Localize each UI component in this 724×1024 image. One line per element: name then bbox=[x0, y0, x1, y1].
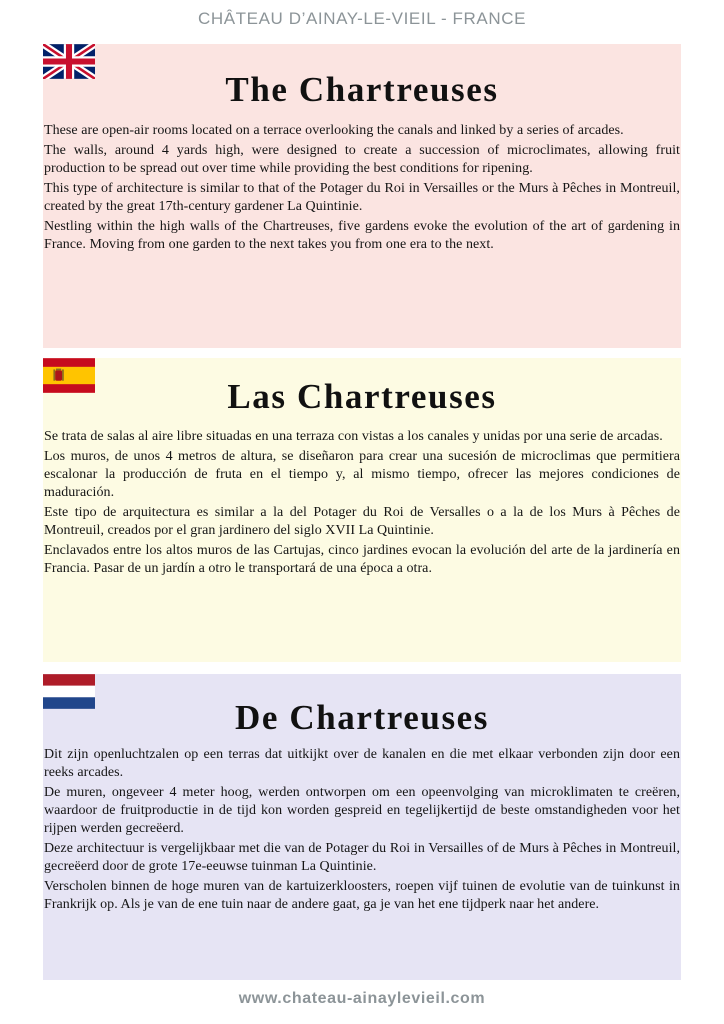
section-body bbox=[44, 746, 680, 916]
section-spanish bbox=[43, 358, 681, 662]
paragraph: Verscholen binnen de hoge muren van de kartuizerkloosters, roepen vijf tuinen de evolutie van de tuinkunst in Frankrijk op. Als je van de ene tuin naar de andere gaat, ga je van het ene tijdperk naar het andere. bbox=[44, 879, 680, 912]
section-body bbox=[44, 428, 680, 580]
section-body bbox=[44, 122, 680, 256]
section-english bbox=[43, 44, 681, 348]
section-title: The Chartreuses bbox=[225, 70, 499, 109]
paragraph: De muren, ongeveer 4 meter hoog, werden ontworpen om een opeenvolging van microklimaten te creëren, waardoor de fruitproductie in de tijd kon worden gespreid en tegelijkertijd de beste omstandigheden voor het rijpen werden gecreëerd. bbox=[44, 785, 680, 836]
paragraph: Este tipo de arquitectura es similar a la del Potager du Roi de Versalles o a la de los Murs à Pêches de Montreuil, creados por el gran jardinero del siglo XVII La Quintinie. bbox=[44, 505, 680, 538]
page-header: CHÂTEAU D’AINAY-LE-VIEIL - FRANCE bbox=[197, 9, 527, 28]
footer-url[interactable]: www.chateau-ainaylevieil.com bbox=[238, 990, 486, 1007]
paragraph: Los muros, de unos 4 metros de altura, se diseñaron para crear una sucesión de microclimas que permitiera escalonar la producción de fruta en el tiempo y, al mismo tiempo, ofrecer las mejores condiciones de maduración. bbox=[44, 449, 680, 500]
paragraph: Nestling within the high walls of the Chartreuses, five gardens evoke the evolution of the art of gardening in France. Moving from one garden to the next takes you from one era to the next. bbox=[44, 219, 680, 252]
paragraph: Deze architectuur is vergelijkbaar met die van de Potager du Roi in Versailles of de Murs à Pêches in Montreuil, gecreëerd door de grote 17e-eeuwse tuinman La Quintinie. bbox=[44, 841, 680, 874]
paragraph: This type of architecture is similar to that of the Potager du Roi in Versailles or the Murs à Pêches in Montreuil, created by the great 17th-century gardener La Quintinie. bbox=[44, 181, 680, 214]
paragraph: The walls, around 4 yards high, were designed to create a succession of microclimates, allowing fruit production to be spread out over time while providing the best conditions for ripening. bbox=[44, 143, 680, 176]
section-title: Las Chartreuses bbox=[227, 377, 497, 416]
section-title: De Chartreuses bbox=[234, 698, 490, 737]
paragraph: Dit zijn openluchtzalen op een terras dat uitkijkt over de kanalen en die met elkaar verbonden zijn door een reeks arcades. bbox=[44, 747, 680, 780]
paragraph: Enclavados entre los altos muros de las Cartujas, cinco jardines evocan la evolución del arte de la jardinería en Francia. Pasar de un jardín a otro le transportará de una época a otra. bbox=[44, 543, 680, 576]
paragraph: These are open-air rooms located on a terrace overlooking the canals and linked by a series of arcades. bbox=[44, 123, 624, 138]
section-dutch bbox=[43, 674, 681, 980]
paragraph: Se trata de salas al aire libre situadas en una terraza con vistas a los canales y unidas por una serie de arcadas. bbox=[44, 429, 663, 444]
